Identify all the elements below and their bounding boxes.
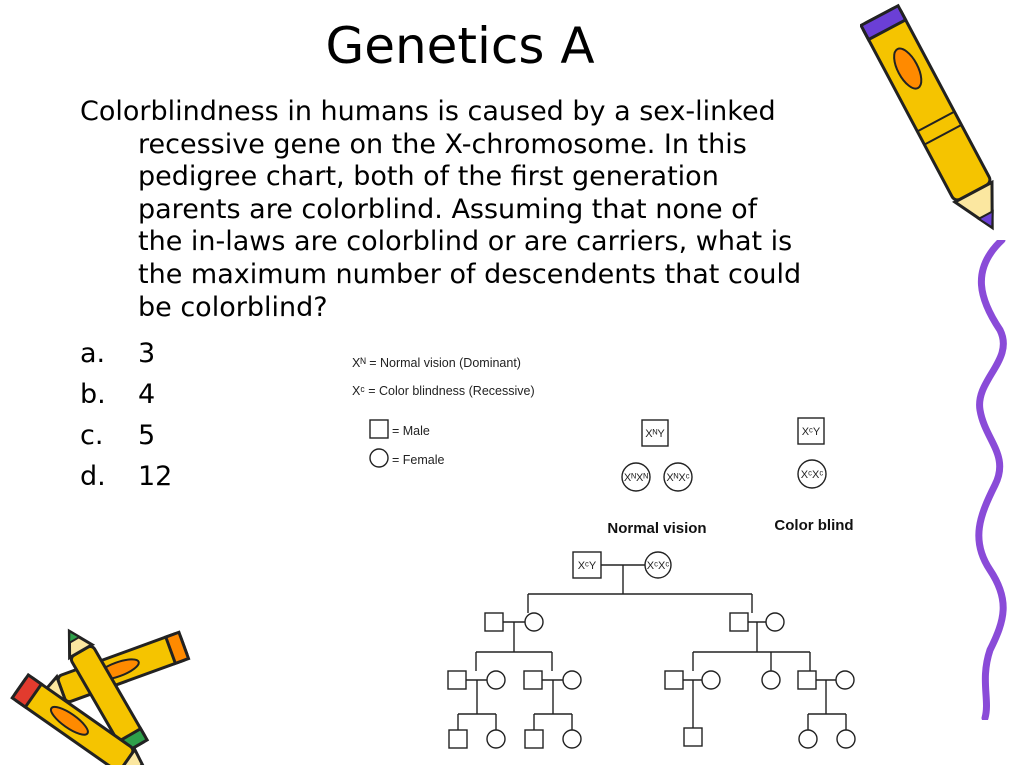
- question-line-7: be colorblind?: [138, 291, 328, 323]
- gen1-female-genotype: XᶜXᶜ: [646, 560, 670, 572]
- choice-letter: b.: [80, 379, 106, 410]
- gen3-male: [524, 671, 542, 689]
- pedigree-svg: [290, 330, 890, 760]
- gen3-male: [665, 671, 683, 689]
- gen2-right-male: [730, 613, 748, 631]
- answer-choices: [80, 333, 172, 497]
- key-color-female-genotype: XᶜXᶜ: [800, 469, 824, 481]
- gen1-male-genotype: XᶜY: [577, 560, 597, 572]
- choice-letter: c.: [80, 420, 104, 451]
- gen4-male: [684, 728, 702, 746]
- gen3-female: [702, 671, 720, 689]
- question-line-1: Colorblindness in humans is caused by a sex-linked: [80, 96, 776, 127]
- pedigree-figure: [290, 330, 890, 760]
- choice-text: 4: [138, 379, 156, 410]
- gen3-female: [836, 671, 854, 689]
- crayons-decoration: [0, 615, 210, 765]
- gen3-male: [448, 671, 466, 689]
- legend-male-square: [370, 420, 388, 438]
- gen3-female: [762, 671, 780, 689]
- question-line-5: the in-laws are colorblind or are carriers, what is: [138, 226, 793, 258]
- choice-letter: a.: [80, 338, 106, 369]
- squiggle-path: [979, 240, 1004, 718]
- question-line-2: recessive gene on the X-chromosome. In this: [138, 128, 747, 160]
- gen4-male: [525, 730, 543, 748]
- choice-b: [80, 374, 172, 415]
- question-text: [80, 96, 930, 324]
- gen3-female: [487, 671, 505, 689]
- question-line-6: the maximum number of descendents that could: [138, 258, 802, 290]
- choice-letter: d.: [80, 461, 106, 492]
- key-normal-male-genotype: XᴺY: [645, 428, 665, 440]
- choice-text: 5: [138, 420, 156, 451]
- question-line-3: pedigree chart, both of the first generation: [138, 161, 719, 193]
- squiggle-decoration: [950, 240, 1020, 720]
- gen3-male: [798, 671, 816, 689]
- key-normal-heading: Normal vision: [607, 520, 707, 537]
- gen2-left-female: [525, 613, 543, 631]
- slide-title: Genetics A: [325, 17, 595, 75]
- choice-a: [80, 333, 172, 374]
- key-color-male-genotype: XᶜY: [801, 426, 821, 438]
- gen4-female: [799, 730, 817, 748]
- gen4-male: [449, 730, 467, 748]
- key-normal-female-1-genotype: XᴺXᴺ: [623, 472, 649, 484]
- choice-text: 3: [138, 338, 156, 369]
- legend-color-allele: Xᶜ = Color blindness (Recessive): [352, 384, 535, 398]
- gen2-right-female: [766, 613, 784, 631]
- crayon-decoration: [860, 2, 1010, 247]
- legend-normal-allele: Xᴺ = Normal vision (Dominant): [352, 356, 521, 370]
- question-paragraph: [80, 96, 930, 324]
- gen2-left-male: [485, 613, 503, 631]
- crayon-icon: [861, 6, 1010, 238]
- legend-female-label: = Female: [392, 453, 445, 467]
- question-line-4: parents are colorblind. Assuming that none of: [138, 193, 758, 225]
- gen4-female: [563, 730, 581, 748]
- gen4-female: [487, 730, 505, 748]
- legend-male-label: = Male: [392, 424, 430, 438]
- gen3-female: [563, 671, 581, 689]
- choice-c: [80, 415, 172, 456]
- choice-d: [80, 456, 172, 497]
- legend-female-circle: [370, 449, 388, 467]
- key-normal-female-2-genotype: XᴺXᶜ: [666, 472, 690, 484]
- choice-text: 12: [138, 461, 173, 492]
- key-color-heading: Color blind: [774, 517, 854, 534]
- gen4-female: [837, 730, 855, 748]
